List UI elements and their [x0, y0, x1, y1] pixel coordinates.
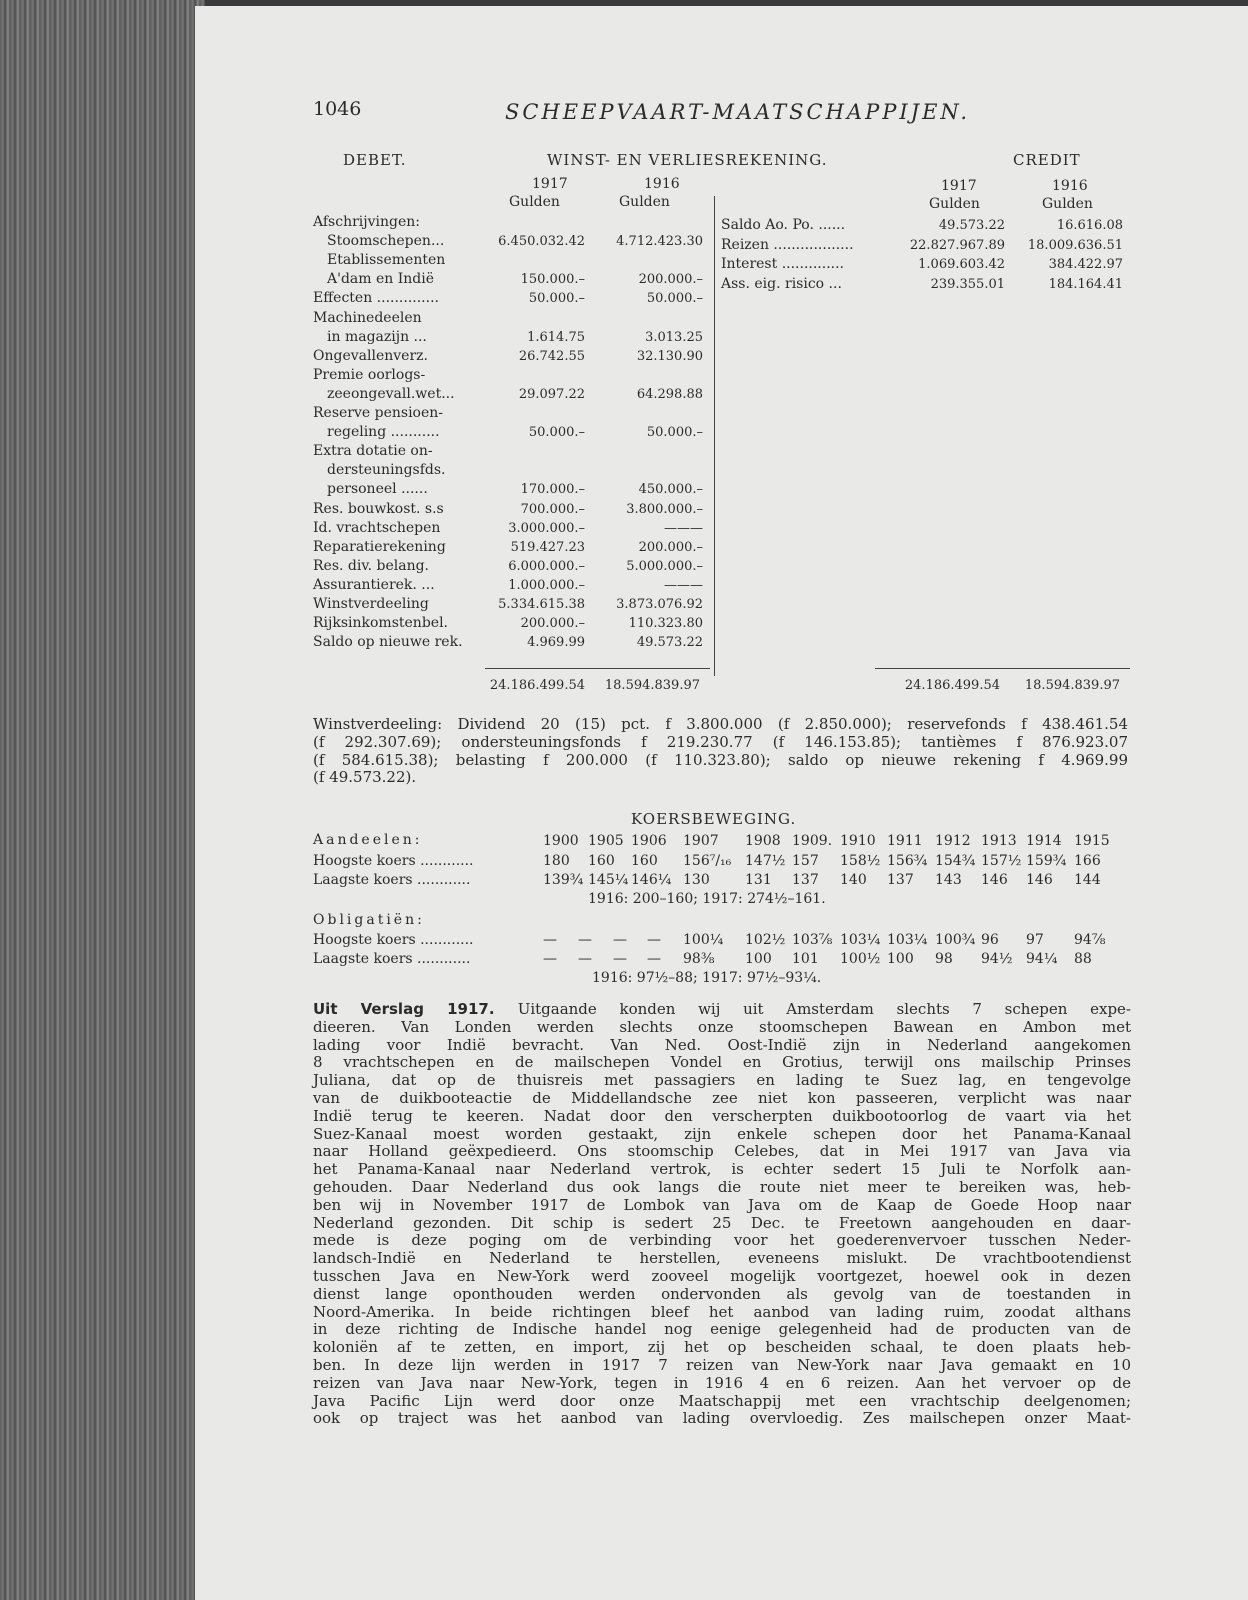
- credit-row-1917: 49.573.22: [938, 218, 1005, 233]
- debet-label: DEBET.: [343, 151, 407, 169]
- debet-row-label: A'dam en Indië: [327, 271, 435, 288]
- verslag-line: gehouden. Daar Nederland dus ook langs die route niet meer te bereiken was, heb-: [313, 1177, 1131, 1196]
- verslag-line: ben wij in November 1917 de Lombok van Java om de Kaap de Goede Hoop naar: [313, 1195, 1131, 1214]
- obligatien-value: 102½: [745, 932, 786, 948]
- page-number: 1046: [313, 98, 362, 120]
- debet-row-label: Reserve pensioen-: [313, 405, 444, 421]
- aandeelen-value: 156⁷/₁₆: [683, 853, 732, 869]
- obligatien-value: 100½: [840, 951, 881, 967]
- verslag-line: lading voor Indië bevracht. Van Ned. Oost-Indië zijn in Nederland aangekomen: [313, 1035, 1131, 1054]
- verslag-line: dieeren. Van Londen werden slechts onze stoomschepen Bawean en Ambon met: [313, 1017, 1131, 1036]
- debet-row-label: personeel ......: [327, 481, 428, 498]
- debet-row-1916: 3.800.000.–: [626, 501, 703, 517]
- obligatien-value: 88: [1074, 951, 1092, 967]
- verslag-line: koloniën af te zetten, en import, zij het op bescheiden schaal, te doen plaats heb-: [313, 1338, 1131, 1357]
- obligatien-value: 94¼: [1026, 951, 1058, 967]
- aandeelen-value: 139¾: [543, 872, 584, 888]
- debet-row-1916: 200.000.–: [638, 272, 703, 288]
- debet-row-label: Ongevallenverz.: [313, 347, 428, 364]
- aandeelen-value: 145¼: [588, 872, 629, 888]
- verslag-line: dienst lange oponthouden werden ondervonden als gevolg van de toestanden in: [313, 1284, 1131, 1303]
- debet-row-label: dersteuningsfds.: [327, 462, 446, 479]
- aandeelen-value: 160: [631, 853, 658, 869]
- debet-row-1917: 150.000.–: [520, 272, 585, 288]
- debet-row-1917: 170.000.–: [520, 482, 585, 498]
- credit-year-1916: 1916: [1052, 178, 1088, 194]
- credit-total-1917: 24.186.499.54: [904, 678, 1000, 693]
- aandeelen-value: 180: [543, 853, 570, 869]
- debet-row-label: Saldo op nieuwe rek.: [313, 634, 463, 651]
- koers-year: 1907: [683, 833, 719, 849]
- aandeelen-value: 147½: [745, 853, 786, 869]
- aandeelen-value: 140: [840, 872, 867, 888]
- obligatien-row-label: Laagste koers ............: [313, 951, 471, 967]
- debet-row-1917: 700.000.–: [520, 501, 585, 517]
- debet-row-label: Reparatierekening: [313, 538, 446, 555]
- debet-row-label: zeeongevall.wet...: [327, 385, 455, 402]
- verslag-line: Uit Verslag 1917. Uitgaande konden wij uit Amsterdam slechts 7 schepen expe-: [313, 1000, 1131, 1018]
- obligatien-value: 100¾: [935, 932, 976, 948]
- aandeelen-row-label: Hoogste koers ............: [313, 853, 474, 869]
- aandeelen-value: 143: [935, 872, 962, 888]
- obligatien-value: —: [543, 932, 557, 948]
- obligatien-note: 1916: 97½–88; 1917: 97½–93¼.: [592, 970, 822, 986]
- debet-row-label: Extra dotatie on-: [313, 443, 433, 460]
- aandeelen-note: 1916: 200–160; 1917: 274½–161.: [588, 891, 826, 907]
- debet-row-1916: 3.013.25: [645, 329, 703, 345]
- obligatien-value: 100: [745, 951, 772, 967]
- koers-year: 1913: [981, 833, 1017, 849]
- debet-row-1916: 64.298.88: [636, 386, 703, 402]
- obligatien-value: 103¼: [887, 932, 928, 948]
- obligatien-value: 98⅜: [683, 951, 715, 967]
- debet-row-1917: 3.000.000.–: [508, 520, 585, 536]
- koers-year: 1900: [543, 833, 579, 849]
- debet-row-label: Machinedeelen: [313, 309, 422, 326]
- verslag-line: tusschen Java en New-York werd zooveel mogelijk voortgezet, hoewel ook in dezen: [313, 1266, 1131, 1285]
- debet-row-1916: 200.000.–: [638, 539, 703, 555]
- verslag-line: mede is deze poging om de verbinding voor het goederenvervoer tusschen Neder-: [313, 1231, 1131, 1250]
- aandeelen-label: Aandeelen:: [313, 832, 423, 848]
- debet-row-label: Id. vrachtschepen: [313, 519, 441, 536]
- obligatien-value: 103⅞: [792, 932, 833, 948]
- obligatien-value: —: [613, 932, 627, 948]
- debet-row-1917: 50.000.–: [528, 425, 585, 441]
- debet-row-label: regeling ...........: [327, 424, 440, 441]
- credit-unit-1917: Gulden: [929, 196, 980, 212]
- obligatien-value: —: [613, 951, 627, 967]
- book-page: [195, 6, 1248, 1600]
- credit-row-1916: 18.009.636.51: [1027, 237, 1123, 253]
- verslag-line: reizen van Java naar New-York, tegen in 1916 4 en 6 reizen. Aan het vervoer op de: [313, 1373, 1131, 1392]
- credit-row-label: Saldo Ao. Po. ......: [721, 217, 846, 233]
- debet-total-1917: 24.186.499.54: [489, 678, 585, 693]
- debet-row-label: Rijksinkomstenbel.: [313, 615, 448, 632]
- verslag-line: van de duikbooteactie de Middellandsche zee niet kon passeeren, verplicht was naar: [313, 1088, 1131, 1107]
- obligatien-value: —: [647, 951, 661, 967]
- winstverdeeling-line: (f 584.615.38); belasting f 200.000 (f 110.323.80); saldo op nieuwe rekening f 4.969.99: [313, 750, 1128, 769]
- verslag-line: Noord-Amerika. In beide richtingen bleef het aanbod van lading ruim, zoodat althans: [313, 1302, 1131, 1321]
- debet-row-1917: 1.000.000.–: [508, 577, 585, 593]
- verslag-line: ben. In deze lijn werden in 1917 7 reizen van New-York naar Java gemaakt en 10: [313, 1355, 1131, 1374]
- credit-row-1916: 384.422.97: [1048, 257, 1123, 272]
- debet-row-1916: 4.712.423.30: [616, 234, 703, 250]
- obligatien-value: 100: [887, 951, 914, 967]
- debet-year-1916: 1916: [644, 176, 680, 192]
- debet-row-1916: 5.000.000.–: [626, 558, 703, 574]
- obligatien-value: 94½: [981, 951, 1013, 967]
- debet-row-label: Assurantierek. ...: [313, 576, 435, 593]
- verslag-line: naar Holland geëxpedieerd. Ons stoomschip Celebes, dat in Mei 1917 van Java via: [313, 1142, 1131, 1161]
- aandeelen-value: 156¾: [887, 853, 928, 869]
- aandeelen-value: 159¾: [1026, 853, 1067, 869]
- credit-row-1917: 239.355.01: [930, 276, 1005, 292]
- debet-unit-1917: Gulden: [509, 194, 560, 210]
- obligatien-value: 100¼: [683, 932, 724, 948]
- aandeelen-value: 130: [683, 872, 710, 888]
- aandeelen-value: 157½: [981, 853, 1022, 869]
- book-edge: [0, 0, 205, 1600]
- debet-row-label: Stoomschepen...: [327, 233, 445, 250]
- obligatien-value: 96: [981, 932, 999, 948]
- koers-year: 1909.: [792, 833, 833, 849]
- debet-row-1917: 200.000.–: [520, 616, 585, 632]
- debet-row-label: Res. bouwkost. s.s: [313, 500, 444, 517]
- koers-title: KOERSBEWEGING.: [631, 810, 797, 828]
- debet-row-1916: 49.573.22: [636, 635, 703, 651]
- obligatien-value: 103¼: [840, 932, 881, 948]
- verslag-line: 8 vrachtschepen en de mailschepen Vondel en Grotius, terwijl ons mailschip Prinses: [313, 1053, 1131, 1072]
- koers-year: 1906: [631, 833, 667, 849]
- debet-row-label: Winstverdeeling: [313, 596, 429, 612]
- credit-total-rule: [875, 668, 1130, 669]
- debet-row-1916: ———: [664, 577, 703, 593]
- verslag-line: Java Pacific Lijn werd door onze Maatschappij met een vrachtschip deelgenomen;: [313, 1391, 1131, 1410]
- credit-row-1917: 22.827.967.89: [909, 237, 1005, 253]
- obligatien-value: —: [578, 932, 592, 948]
- debet-row-label: Etablissementen: [327, 252, 446, 269]
- winstverdeeling-line: (f 49.573.22).: [313, 768, 417, 787]
- credit-row-label: Reizen ..................: [721, 236, 854, 253]
- aandeelen-value: 137: [887, 872, 914, 888]
- debet-row-1917: 6.450.032.42: [498, 234, 585, 250]
- debet-row-label: in magazijn ...: [327, 328, 427, 345]
- winstverdeeling-paragraph: [313, 716, 1128, 787]
- credit-row-label: Ass. eig. risico ...: [721, 275, 842, 292]
- debet-row-1916: 110.323.80: [628, 616, 703, 632]
- aandeelen-value: 146: [981, 872, 1008, 888]
- obligatien-row-label: Hoogste koers ............: [313, 932, 474, 948]
- debet-row-label: Afschrijvingen:: [313, 214, 420, 230]
- aandeelen-value: 154¾: [935, 853, 976, 869]
- aandeelen-value: 146: [1026, 872, 1053, 888]
- obligatien-label: Obligatiën:: [313, 912, 425, 928]
- credit-row-1917: 1.069.603.42: [918, 257, 1005, 272]
- aandeelen-value: 160: [588, 853, 615, 869]
- account-title: WINST- EN VERLIESREKENING.: [547, 151, 828, 169]
- verslag-line: Nederland gezonden. Dit schip is sedert 25 Dec. te Freetown aangehouden en daar-: [313, 1213, 1131, 1232]
- aandeelen-value: 146¼: [631, 872, 672, 888]
- credit-row-1916: 16.616.08: [1056, 218, 1123, 233]
- verslag-line: ook op traject was het aanbod van lading overvloedig. Zes mailschepen onzer Maat-: [313, 1409, 1131, 1428]
- obligatien-value: —: [647, 932, 661, 948]
- verslag-line: in deze richting de Indische handel nog eenige gelegenheid had de producten van de: [313, 1320, 1131, 1339]
- debet-row-1916: 50.000.–: [646, 291, 703, 307]
- debet-row-1917: 5.334.615.38: [498, 597, 585, 612]
- debet-row-label: Premie oorlogs-: [313, 366, 426, 383]
- debet-row-1916: 3.873.076.92: [616, 597, 703, 612]
- obligatien-value: 101: [792, 951, 819, 967]
- debet-row-label: Res. div. belang.: [313, 557, 429, 574]
- debet-row-1917: 26.742.55: [518, 348, 585, 364]
- page-title: SCHEEPVAART-MAATSCHAPPIJEN.: [505, 100, 971, 124]
- aandeelen-value: 144: [1074, 872, 1101, 888]
- aandeelen-value: 157: [792, 853, 819, 869]
- debet-row-1917: 1.614.75: [527, 329, 585, 345]
- aandeelen-value: 137: [792, 872, 819, 888]
- koers-year: 1915: [1074, 833, 1110, 849]
- aandeelen-value: 131: [745, 872, 772, 888]
- debet-row-1916: 50.000.–: [646, 425, 703, 441]
- obligatien-value: 97: [1026, 932, 1044, 948]
- credit-year-1917: 1917: [941, 178, 977, 194]
- winstverdeeling-line: Winstverdeeling: Dividend 20 (15) pct. f 3.800.000 (f 2.850.000); reservefonds f 438.461.54: [313, 715, 1128, 733]
- verslag-line: Indië terug te keeren. Nadat door den verscherpten duikbootoorlog de vaart via het: [313, 1106, 1131, 1125]
- credit-label: CREDIT: [1013, 151, 1081, 169]
- obligatien-value: —: [543, 951, 557, 967]
- debet-row-1916: 450.000.–: [638, 482, 703, 498]
- aandeelen-value: 158½: [840, 853, 881, 869]
- credit-unit-1916: Gulden: [1042, 196, 1093, 212]
- obligatien-value: —: [578, 951, 592, 967]
- debet-total-rule: [485, 668, 710, 669]
- verslag-line: Juliana, dat op de thuisreis met passagiers en lading te Suez lag, en tengevolge: [313, 1071, 1131, 1090]
- koers-year: 1905: [588, 833, 624, 849]
- aandeelen-row-label: Laagste koers ............: [313, 872, 471, 888]
- verslag-lead: Uit Verslag 1917.: [313, 1000, 518, 1018]
- debet-row-1917: 6.000.000.–: [508, 558, 585, 574]
- credit-total-1916: 18.594.839.97: [1024, 678, 1120, 693]
- winstverdeeling-line: (f 292.307.69); ondersteuningsfonds f 219.230.77 (f 146.153.85); tantièmes f 876.923.07: [313, 732, 1128, 751]
- debet-row-1916: 32.130.90: [636, 348, 703, 364]
- credit-row-label: Interest ..............: [721, 256, 844, 272]
- debet-total-1916: 18.594.839.97: [604, 678, 700, 693]
- koers-year: 1908: [745, 833, 781, 849]
- debet-row-label: Effecten ..............: [313, 290, 439, 307]
- debet-unit-1916: Gulden: [619, 194, 670, 210]
- debet-row-1917: 519.427.23: [510, 539, 585, 555]
- koers-year: 1912: [935, 833, 971, 849]
- obligatien-value: 98: [935, 951, 953, 967]
- debet-row-1917: 50.000.–: [528, 291, 585, 307]
- column-divider: [714, 196, 715, 676]
- debet-row-1916: ———: [664, 520, 703, 536]
- credit-row-1916: 184.164.41: [1048, 276, 1123, 292]
- debet-row-1917: 29.097.22: [518, 386, 585, 402]
- verslag-line: landsch-Indië en Nederland te herstellen, eveneens mislukt. De vrachtbootendienst: [313, 1249, 1131, 1268]
- verslag-paragraph: [313, 1001, 1131, 1428]
- debet-row-1917: 4.969.99: [527, 635, 585, 651]
- verslag-line: Suez-Kanaal moest worden gestaakt, zijn enkele schepen door het Panama-Kanaal: [313, 1124, 1131, 1143]
- verslag-line: het Panama-Kanaal naar Nederland vertrok, is echter sedert 15 Juli te Norfolk aan-: [313, 1160, 1131, 1179]
- koers-year: 1914: [1026, 833, 1062, 849]
- koers-year: 1911: [887, 833, 923, 849]
- obligatien-value: 94⅞: [1074, 932, 1106, 948]
- debet-year-1917: 1917: [532, 176, 568, 192]
- koers-year: 1910: [840, 833, 876, 849]
- aandeelen-value: 166: [1074, 853, 1101, 869]
